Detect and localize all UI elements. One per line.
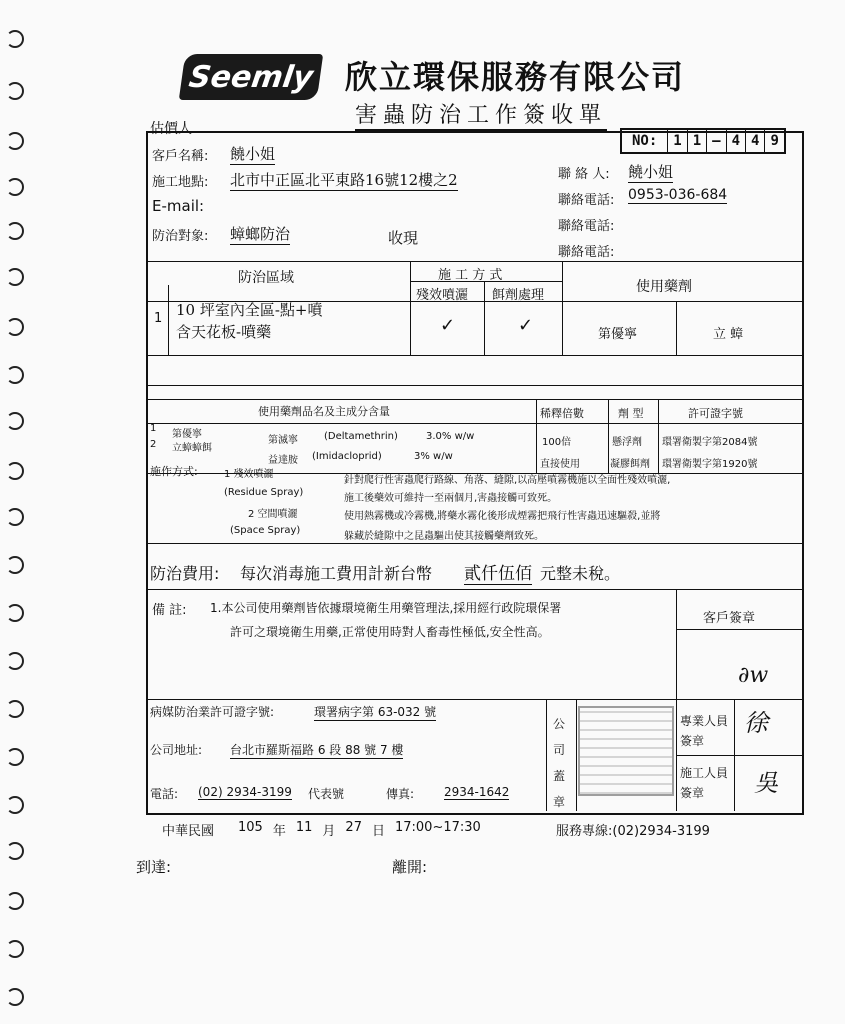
ingredient-1-no: 1 [150, 423, 157, 434]
address-value: 北市中正區北平東路16號12樓之2 [230, 171, 458, 189]
permit-value: 環署病字第 63-032 號 [314, 705, 437, 719]
fax-value: 2934-1642 [444, 785, 510, 799]
pro-signature: 徐 [744, 709, 768, 737]
method-1-text2: 施工後藥效可維持一至兩個月,害蟲接觸可致死。 [344, 493, 558, 504]
remarks-line2: 許可之環境衛生用藥,正常使用時對人畜毒性極低,安全性高。 [230, 625, 550, 639]
target-value: 蟑螂防治 [230, 225, 291, 243]
method-2-text2: 躲藏於縫隙中之昆蟲驅出使其接觸藥劑致死。 [344, 531, 544, 542]
ingredient-1-name: 第優寧 [172, 429, 202, 440]
ingredient-2-dilution: 直接使用 [540, 459, 580, 470]
company-phone: (02) 2934-3199 [198, 785, 292, 799]
form-header: 劑 型 [618, 407, 644, 420]
residue-check: ✓ [440, 315, 456, 336]
fee-suffix: 元整未稅。 [540, 564, 621, 583]
seal-label: 公司蓋章 [553, 717, 566, 809]
method-1-title: 1 殘效噴灑 [224, 469, 274, 480]
company-phone-label: 電話: [150, 787, 179, 801]
ingredient-1-dilution: 100倍 [542, 437, 572, 448]
phone2-label: 聯絡電話: [558, 219, 615, 234]
remarks-line1: 1.本公司使用藥劑皆依據環境衛生用藥管理法,採用經行政院環保署 [210, 601, 562, 615]
company-address: 台北市羅斯福路 6 段 88 號 7 樓 [230, 743, 404, 757]
phone-suffix: 代表號 [308, 787, 345, 801]
area-line1: 10 坪室內全區-點+噴 [176, 301, 323, 319]
client-name-label: 客戶名稱: [152, 149, 209, 164]
form-title: 害蟲防治工作簽收單 [355, 98, 607, 131]
footer-date: 中華民國 105 年 11 月 27 日 17:00~17:30 [162, 820, 481, 839]
dilution-header: 稀釋倍數 [540, 407, 584, 420]
ingredient-1-pct: 3.0% w/w [426, 431, 475, 442]
client-name: 饒小姐 [230, 145, 276, 163]
method-col-bait: 餌劑處理 [492, 288, 545, 303]
address-label: 施工地點: [152, 175, 209, 190]
method-col-residue: 殘效噴灑 [416, 288, 469, 303]
area-header: 防治區域 [238, 270, 294, 286]
company-name: 欣立環保服務有限公司 [345, 58, 686, 96]
method-1-en: (Residue Spray) [224, 487, 304, 498]
area-line2: 含天花板-噴藥 [176, 323, 272, 341]
ingredient-1-permit: 環署衛製字第2084號 [662, 437, 758, 448]
ingredient-2-no: 2 [150, 439, 157, 450]
worker-signature: 吳 [754, 769, 778, 797]
ingredient-2-form: 凝膠餌劑 [610, 459, 650, 470]
ingredient-2-name: 立蟑蟑餌 [172, 443, 212, 454]
permit-header: 許可證字號 [688, 407, 743, 420]
fax-label: 傳真: [386, 787, 415, 801]
drug-header: 使用藥劑 [636, 279, 692, 295]
contact-value: 饒小姐 [628, 163, 674, 181]
drug-name-1: 第優寧 [598, 327, 638, 342]
fee-amount: 貳仟伍佰 [464, 559, 532, 585]
receipt-note: 收現 [388, 229, 419, 247]
hotline: 服務專線:(02)2934-3199 [556, 824, 710, 839]
client-signature: ∂w [738, 663, 769, 688]
form-number: NO: 1 1 — 4 4 9 [620, 128, 786, 154]
phone-label: 聯絡電話: [558, 193, 615, 208]
arrive-label: 到達: [136, 858, 172, 876]
permit-label: 病媒防治業許可證字號: [150, 705, 275, 719]
phone-value: 0953-036-684 [628, 187, 728, 203]
estimator-label: 估價人 [150, 121, 192, 137]
client-sign-label: 客戶簽章 [703, 611, 756, 626]
drug-name-2: 立 蟑 [713, 327, 744, 342]
ingredient-2-permit: 環署衛製字第1920號 [662, 459, 758, 470]
worker-sign-label: 施工人員簽章 [680, 766, 729, 800]
email-label: E-mail: [152, 197, 205, 215]
pro-sign-label: 專業人員簽章 [680, 714, 729, 748]
phone3-label: 聯絡電話: [558, 245, 615, 260]
method-2-en: (Space Spray) [230, 525, 301, 536]
ingredient-1-form: 懸浮劑 [612, 437, 642, 448]
ingredient-1-chem-cn: 第滅寧 [268, 435, 298, 446]
form-frame [146, 131, 804, 815]
ingredient-header: 使用藥劑品名及主成分含量 [258, 405, 390, 418]
company-address-label: 公司地址: [150, 743, 203, 757]
company-logo: Seemly [179, 54, 323, 100]
ingredient-1-chem-en: (Deltamethrin) [324, 431, 398, 442]
bait-check: ✓ [518, 315, 534, 336]
method-2-text1: 使用熱霧機或冷霧機,將藥水霧化後形成煙霧把飛行性害蟲迅速驅殺,並將 [344, 511, 661, 522]
ingredient-2-chem-cn: 益達胺 [268, 455, 298, 466]
target-label: 防治對象: [152, 229, 209, 244]
method-2-title: 2 空間噴灑 [248, 509, 298, 520]
ingredient-2-chem-en: (Imidacloprid) [312, 451, 382, 462]
row-number: 1 [154, 311, 163, 326]
remarks-label: 備 註: [152, 603, 187, 618]
method-header: 施 工 方 式 [438, 268, 503, 283]
company-seal-stamp [578, 706, 674, 796]
fee-label: 防治費用: [150, 564, 220, 583]
method-1-text1: 針對爬行性害蟲爬行路線、角落、縫隙,以高壓噴霧機施以全面性殘效噴灑, [344, 475, 671, 486]
methods-label: 施作方式: [150, 465, 198, 478]
fee-text: 每次消毒施工費用計新台幣 [240, 564, 433, 583]
contact-label: 聯 絡 人: [558, 167, 610, 182]
leave-label: 離開: [392, 858, 428, 876]
ingredient-2-pct: 3% w/w [414, 451, 453, 462]
